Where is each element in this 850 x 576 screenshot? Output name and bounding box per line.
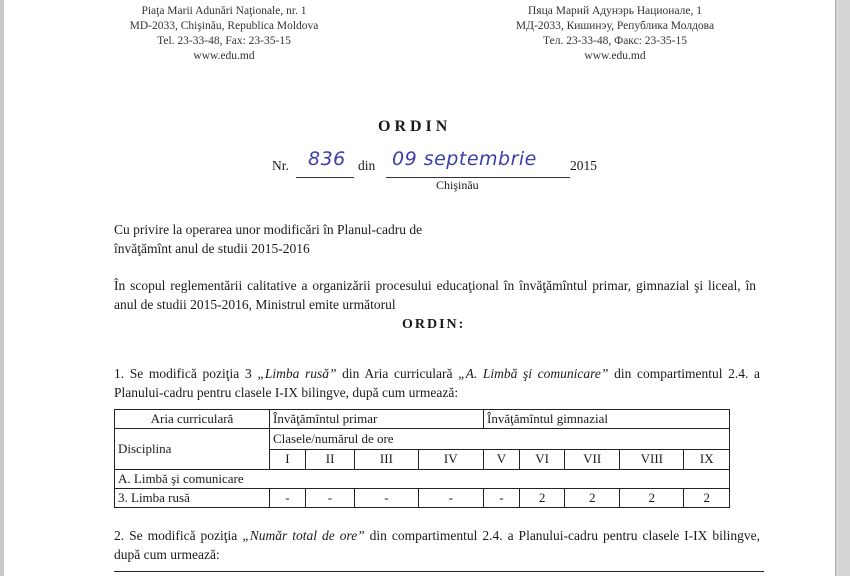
address-line: Tel. 23-33-48, Fax: 23-35-15 [157, 35, 291, 47]
text-run-italic: „Număr total de ore” [242, 528, 365, 543]
class-header-cell: VIII [620, 449, 684, 470]
section-cell: A. Limbă şi comunicare [115, 470, 730, 489]
point-2-paragraph [114, 526, 760, 564]
text-run: din compartimentul 2.4. a Planului-cadru pentru clasele I-IX bilingve, după cum urmează: [114, 366, 760, 400]
document-page [6, 0, 832, 576]
address-line: MD-2033, Chişinău, Republica Moldova [129, 20, 319, 32]
point-1-paragraph [114, 364, 760, 402]
text-run: 1. Se modifică poziţia 3 [114, 366, 258, 381]
hours-cell: - [418, 489, 484, 508]
address-line: МД-2033, Кишинэу, Република Молдова [515, 20, 715, 32]
text-run-italic: „A. Limbă şi comunicare” [458, 366, 609, 381]
class-header-cell: VI [519, 449, 564, 470]
table-header-aria: Aria curriculară [115, 410, 270, 429]
hours-cell: 2 [565, 489, 620, 508]
class-header-cell: III [355, 449, 418, 470]
table-header-gimnazial: Învăţămîntul gimnazial [484, 410, 730, 429]
number-prefix: Nr. [272, 158, 289, 173]
class-header-cell: V [484, 449, 520, 470]
address-line: www.edu.md [193, 50, 255, 62]
city-label: Chişinău [436, 178, 479, 192]
table-header-primar: Învăţămîntul primar [270, 410, 484, 429]
address-line: Тел. 23-33-48, Факс: 23-35-15 [543, 35, 687, 47]
address-cyrillic [484, 4, 746, 64]
table-row-section [115, 470, 730, 489]
discipline-cell: 3. Limba rusă [115, 489, 270, 508]
handwritten-date: 09 septembrie [392, 148, 537, 170]
hours-cell: 2 [620, 489, 684, 508]
handwritten-number: 836 [308, 148, 346, 170]
document-title: ORDIN [378, 118, 452, 135]
subject-line: învăţămînt anul de studii 2015-2016 [114, 241, 310, 256]
date-din-label: din [358, 158, 376, 173]
class-header-cell: IX [684, 449, 730, 470]
class-header-cell: IV [418, 449, 484, 470]
text-run: din Aria curriculară [336, 366, 459, 381]
order-heading: ORDIN: [402, 317, 466, 332]
order-subject [114, 220, 544, 258]
address-romanian [94, 4, 354, 64]
table-row [115, 489, 730, 508]
address-line: Piaţa Marii Adunări Naţionale, nr. 1 [141, 5, 307, 17]
intro-paragraph: În scopul reglementării calitative a organizării procesului educaţional în învăţămîntul primar, gimnazial şi liceal, în anul de studii 2015-2016, Ministrul emite următorul [114, 278, 756, 312]
window-left-edge [0, 0, 4, 576]
hours-cell: - [305, 489, 355, 508]
curriculum-table [114, 409, 730, 508]
table-header-classes: Clasele/numărul de ore [270, 429, 730, 450]
hours-cell: - [484, 489, 520, 508]
vertical-scrollbar[interactable] [835, 0, 850, 576]
text-run: din compartimentul 2.4. a Planului-cadru pentru clasele I-IX bilingve, după cum urmează: [114, 528, 761, 562]
address-line: www.edu.md [584, 50, 646, 62]
next-table-top-border [114, 571, 764, 572]
hours-cell: - [355, 489, 418, 508]
class-header-cell: VII [565, 449, 620, 470]
number-underline [296, 177, 354, 178]
class-header-cell: II [305, 449, 355, 470]
class-header-cell: I [270, 449, 306, 470]
hours-cell: - [270, 489, 306, 508]
text-run: 2. Se modifică poziţia [114, 528, 243, 543]
text-run-italic: „Limba rusă” [257, 366, 337, 381]
hours-cell: 2 [519, 489, 564, 508]
table-header-disciplina: Disciplina [115, 429, 270, 470]
address-line: Пяца Марий Адунэрь Национале, 1 [527, 5, 703, 17]
date-year: 2015 [570, 158, 597, 173]
subject-line: Cu privire la operarea unor modificări în Planul-cadru de [114, 222, 423, 237]
hours-cell: 2 [684, 489, 730, 508]
